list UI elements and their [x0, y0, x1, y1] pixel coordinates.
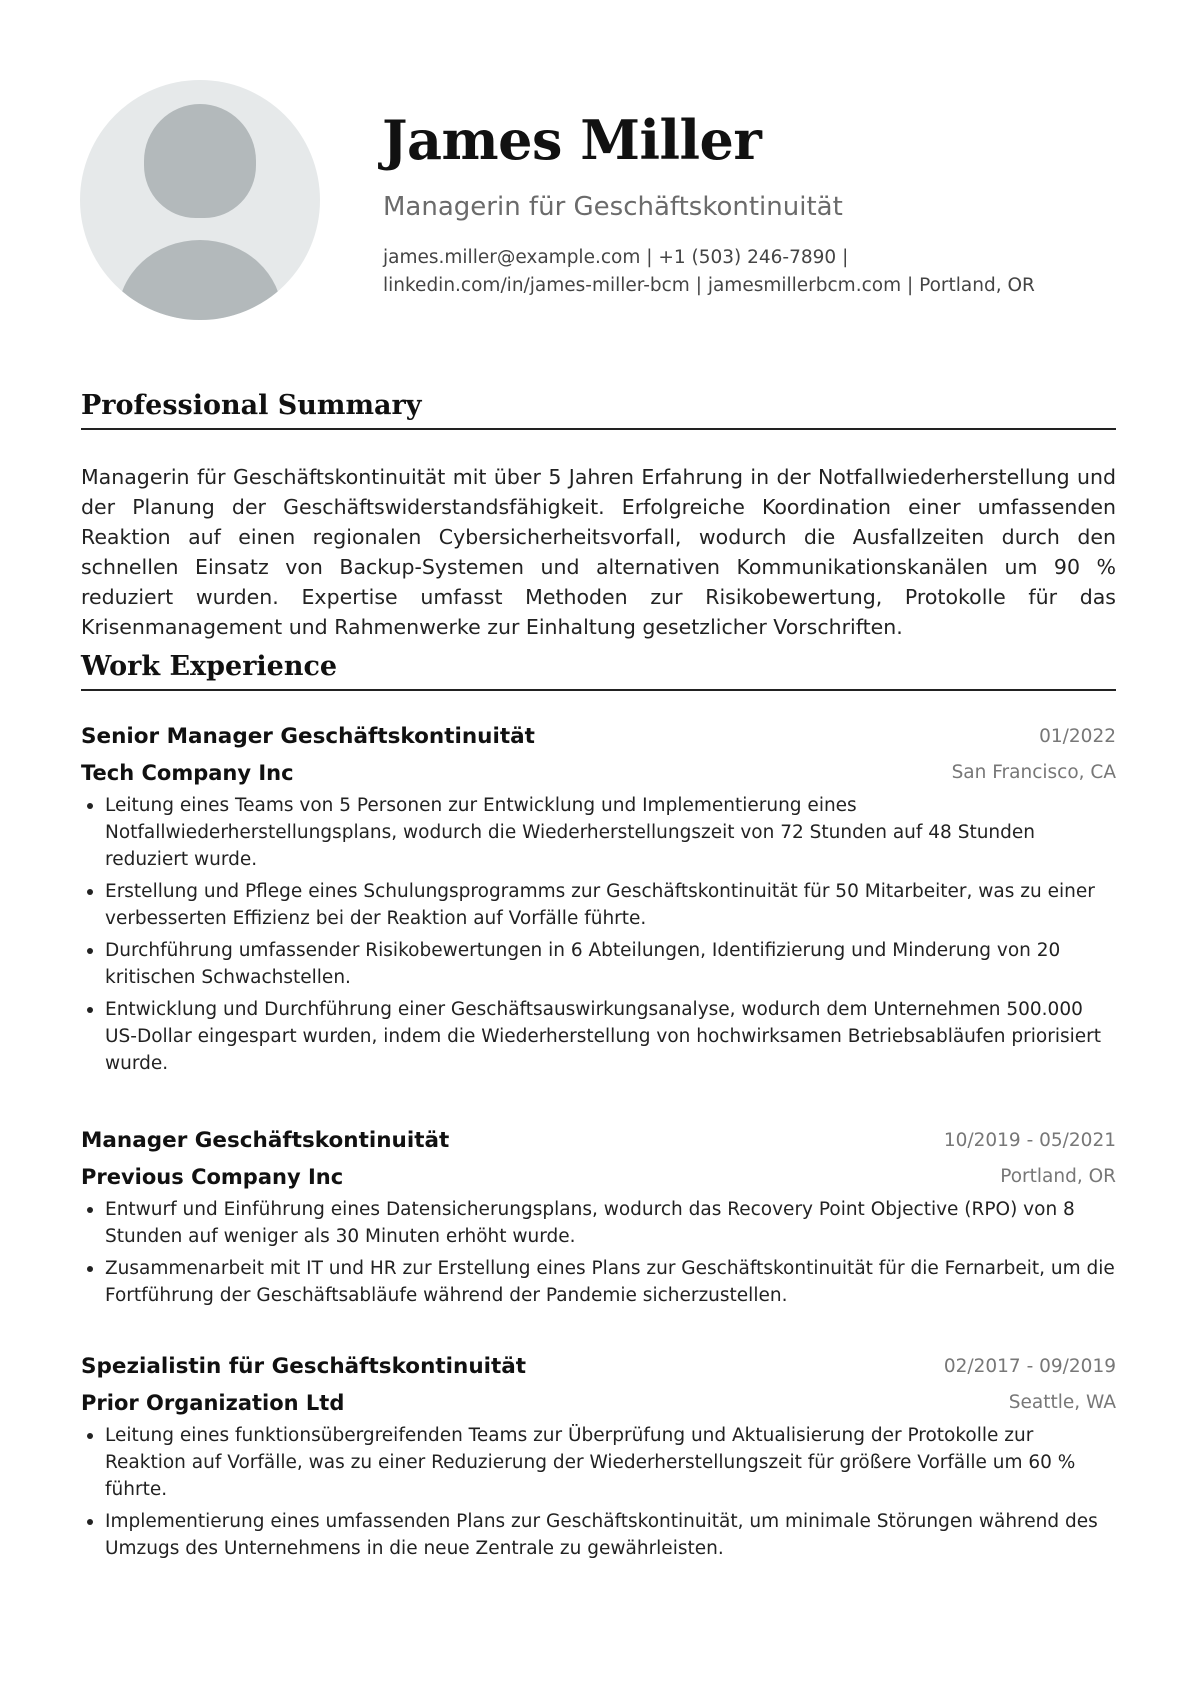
job-entry-1	[81, 720, 1116, 1082]
job-entry-2	[81, 1124, 1116, 1314]
list-item: Erstellung und Pflege eines Schulungsprogramms zur Geschäftskontinuität für 50 Mitarbeiter, was zu einer verbesserten Effizienz bei der Reaktion auf Vorfälle führte.	[81, 878, 1116, 932]
job-company: Previous Company Inc	[81, 1165, 344, 1189]
job-location: Portland, OR	[1000, 1166, 1116, 1187]
job-bullets	[81, 792, 1116, 1077]
bullet-icon	[87, 1207, 93, 1213]
job-role: Senior Manager Geschäftskontinuität	[81, 724, 535, 749]
job-date: 02/2017 - 09/2019	[943, 1356, 1116, 1377]
bullet-icon	[87, 1007, 93, 1013]
contact-info	[383, 244, 1123, 300]
experience-heading: Work Experience	[81, 647, 1116, 691]
job-location: Seattle, WA	[1008, 1392, 1116, 1413]
list-item: Leitung eines funktionsübergreifenden Teams zur Überprüfung und Aktualisierung der Protokolle zur Reaktion auf Vorfälle, was zu einer Reduzierung der Wiederherstellungszeit für größere Vorfälle um 60 % führte.	[81, 1422, 1116, 1503]
job-location: San Francisco, CA	[951, 762, 1116, 783]
candidate-title: Managerin für Geschäftskontinuität	[383, 192, 843, 222]
job-header-row	[81, 1124, 1116, 1160]
list-item: Entwurf und Einführung eines Datensicherungsplans, wodurch das Recovery Point Objective (RPO) von 8 Stunden auf weniger als 30 Minuten erhöht wurde.	[81, 1196, 1116, 1250]
job-header-row	[81, 720, 1116, 756]
list-item: Leitung eines Teams von 5 Personen zur Entwicklung und Implementierung eines Notfallwiederherstellungsplans, wodurch die Wiederherstellungszeit von 72 Stunden auf 48 Stunden reduziert wurde.	[81, 792, 1116, 873]
bullet-icon	[87, 1266, 93, 1272]
bullet-icon	[87, 803, 93, 809]
job-date: 01/2022	[1039, 726, 1116, 747]
list-item: Implementierung eines umfassenden Plans zur Geschäftskontinuität, um minimale Störungen während des Umzugs des Unternehmens in die neue Zentrale zu gewährleisten.	[81, 1508, 1116, 1562]
bullet-icon	[87, 1433, 93, 1439]
list-item: Zusammenarbeit mit IT und HR zur Erstellung eines Plans zur Geschäftskontinuität für die Fernarbeit, um die Fortführung der Geschäftsabläufe während der Pandemie sicherzustellen.	[81, 1255, 1116, 1309]
summary-text: Managerin für Geschäftskontinuität mit über 5 Jahren Erfahrung in der Notfallwiederherstellung und der Planung der Geschäftswiderstandsfähigkeit. Erfolgreiche Koordination einer umfassenden Reaktion auf einen regionalen Cybersicherheitsvorfall, wodurch die Ausfallzeiten durch den schnellen Einsatz von Backup-Systemen und alternativen Kommunikationskanälen um 90 % reduziert wurden. Expertise umfasst Methoden zur Risikobewertung, Protokolle für das Krisenmanagement und Rahmenwerke zur Einhaltung gesetzlicher Vorschriften.	[81, 465, 1116, 639]
job-date: 10/2019 - 05/2021	[943, 1130, 1116, 1151]
bullet-icon	[87, 948, 93, 954]
job-role: Manager Geschäftskontinuität	[81, 1128, 450, 1153]
job-company: Prior Organization Ltd	[81, 1391, 345, 1415]
avatar-placeholder-icon	[80, 80, 320, 320]
contact-line-1: james.miller@example.com | +1 (503) 246-7890 |	[383, 247, 849, 268]
job-entry-3	[81, 1350, 1116, 1567]
bullet-icon	[87, 889, 93, 895]
job-bullets	[81, 1422, 1116, 1562]
job-company: Tech Company Inc	[81, 761, 294, 785]
candidate-name: James Miller	[382, 108, 762, 172]
bullet-icon	[87, 1519, 93, 1525]
job-company-row	[81, 756, 1116, 792]
avatar-body-shape	[118, 240, 282, 320]
job-company-row	[81, 1386, 1116, 1422]
job-header-row	[81, 1350, 1116, 1386]
summary-heading: Professional Summary	[81, 386, 1116, 430]
job-company-row	[81, 1160, 1116, 1196]
contact-line-2: linkedin.com/in/james-miller-bcm | jamesmillerbcm.com | Portland, OR	[383, 275, 1035, 296]
job-role: Spezialistin für Geschäftskontinuität	[81, 1354, 527, 1379]
job-bullets	[81, 1196, 1116, 1309]
list-item: Durchführung umfassender Risikobewertungen in 6 Abteilungen, Identifizierung und Minderung von 20 kritischen Schwachstellen.	[81, 937, 1116, 991]
avatar-head-shape	[144, 104, 256, 218]
list-item: Entwicklung und Durchführung einer Geschäftsauswirkungsanalyse, wodurch dem Unternehmen 500.000 US-Dollar eingespart wurden, indem die Wiederherstellung von hochwirksamen Betriebsabläufen priorisiert wurde.	[81, 996, 1116, 1077]
